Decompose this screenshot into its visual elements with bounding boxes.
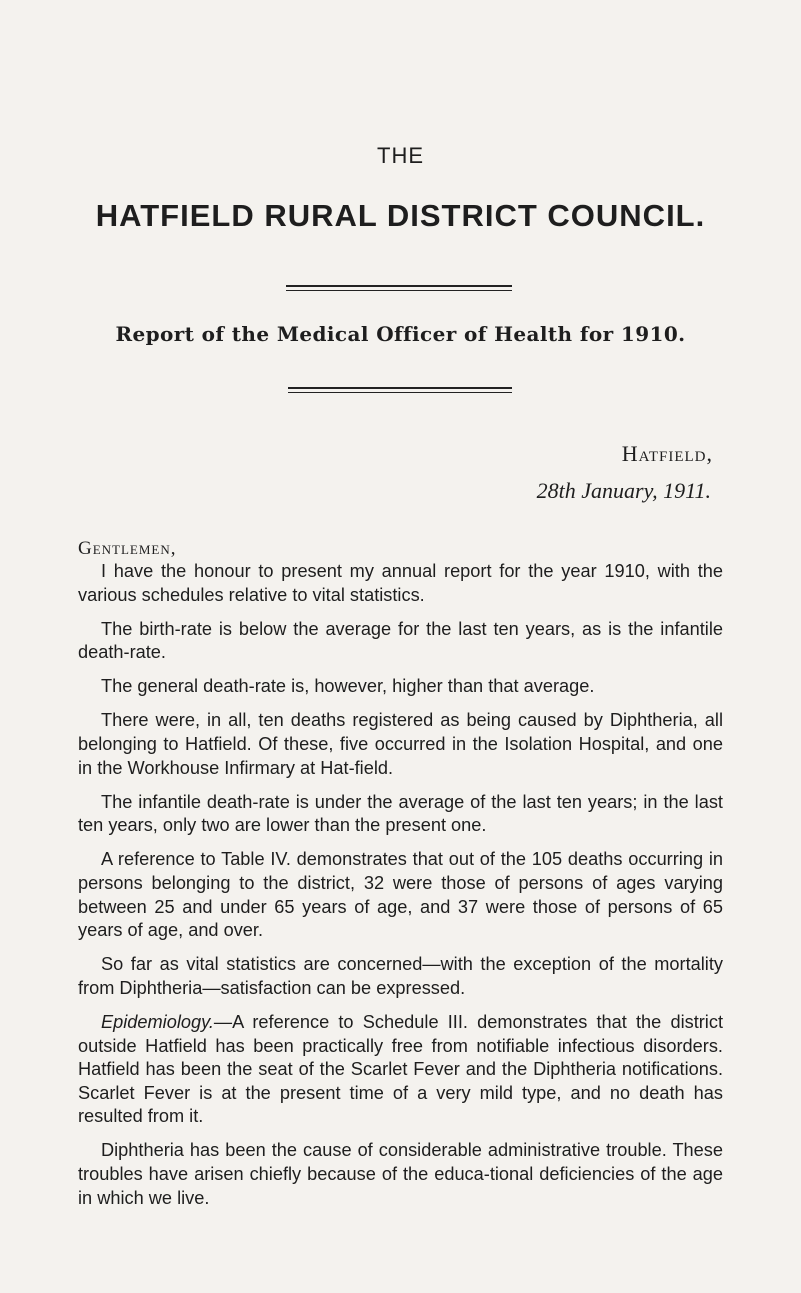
- salutation: Gentlemen,: [78, 538, 177, 559]
- paragraph: So far as vital statistics are concerned—with the exception of the mortality from Diphtheria—satisfaction can be expressed.: [78, 954, 723, 998]
- paragraph: I have the honour to present my annual report for the year 1910, with the various schedules relative to vital statistics.: [78, 561, 723, 605]
- paragraph: The infantile death-rate is under the average of the last ten years; in the last ten years, only two are lower than the present one.: [78, 791, 723, 836]
- paragraph: The birth-rate is below the average for the last ten years, as is the infantile death-rate.: [78, 618, 723, 663]
- paragraph: The general death-rate is, however, higher than that average.: [101, 676, 595, 697]
- council-title: HATFIELD RURAL DISTRICT COUNCIL.: [95, 198, 706, 233]
- epidemiology-heading: Epidemiology.: [101, 1012, 214, 1032]
- header-the: THE: [377, 143, 424, 168]
- paragraph: There were, in all, ten deaths registered as being caused by Diphtheria, all belonging to Hatfield. Of these, five occurred in the Isolation Hospital, and one in the Workhouse Infirmary at Hat-field.: [78, 710, 723, 778]
- epidemiology-paragraph: [78, 1011, 723, 1129]
- dateline-date: 28th January, 1911.: [536, 478, 711, 503]
- letter-body: [78, 560, 723, 1221]
- report-title: Report of the Medical Officer of Health for 1910.: [115, 322, 686, 346]
- epidemiology-text: —A reference to Schedule III. demonstrates that the district outside Hatfield has been practically free from notifiable infectious disorders. Hatfield has been the seat of the Scarlet Fever and the Diphtheria notifications. Scarlet Fever is at the present time of a very mild type, and no death has resulted from it.: [78, 1012, 723, 1127]
- divider-rule-bottom: [288, 387, 512, 393]
- paragraph: Diphtheria has been the cause of considerable administrative trouble. These troubles have arisen chiefly because of the educa-tional deficiencies of the age in which we live.: [78, 1140, 723, 1208]
- dateline-place: [0, 441, 713, 467]
- divider-rule-top: [286, 285, 512, 291]
- paragraph: A reference to Table IV. demonstrates that out of the 105 deaths occurring in persons belonging to the district, 32 were those of persons of ages varying between 25 and under 65 years of age, and 37 were those of persons of 65 years of age, and over.: [78, 849, 723, 941]
- place-text: Hatfield,: [621, 441, 713, 466]
